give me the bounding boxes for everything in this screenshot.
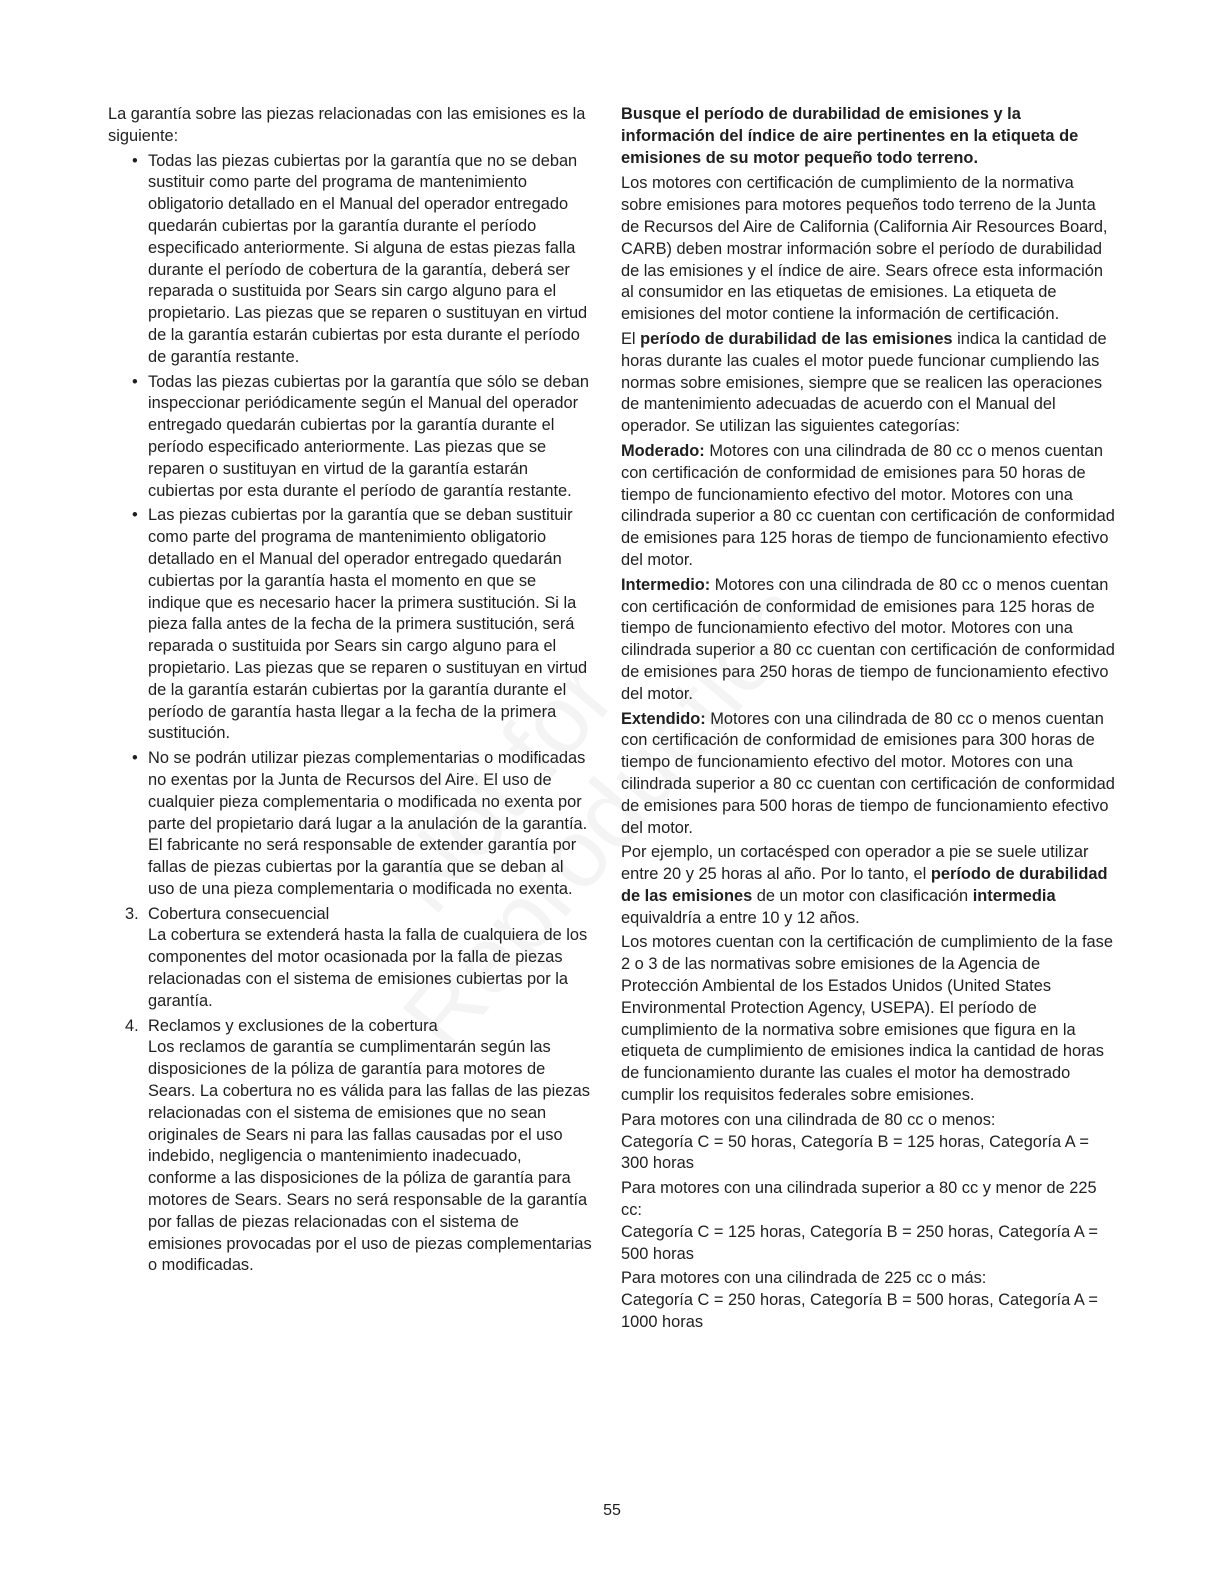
numbered-item-claims-exclusions [108,1016,592,1278]
displacement-group [621,1178,1117,1265]
category-label: Intermedio: [621,575,711,594]
section-heading: Busque el período de durabilidad de emisiones y la información del índice de aire pertinentes en la etiqueta de emisiones de su motor pequeño todo terreno. [621,105,1079,167]
warranty-bullet-list [108,151,592,901]
example-paragraph [621,842,1117,929]
text: El [621,329,641,348]
right-column [621,104,1117,1337]
text: indica la cantidad de horas durante las cuales el motor puede funcionar cumpliendo las normas sobre emisiones, siempre que se realicen las operaciones de mantenimiento adecuadas de acuerdo con el Manual del operador. Se utilizan las siguientes categorías: [621,329,1107,436]
item-body: La cobertura se extenderá hasta la falla de cualquiera de los componentes del motor ocasionada por la falla de piezas relacionadas con el sistema de emisiones cubiertas por la garantía. [148,926,588,1010]
item-body: Los reclamos de garantía se cumplimentarán según las disposiciones de la póliza de garantía para motores de Sears. La cobertura no es válida para las fallas de las piezas relacionadas con el sistema de emisiones que no sean originales de Sears ni para las fallas causadas por el uso indebido, negligencia o mantenimiento inadecuado, conforme a las disposiciones de la póliza de garantía para motores de Sears. Sears no será responsable de la garantía por fallas de piezas relacionadas con el sistema de emisiones provocadas por el uso de piezas complementarias o modificadas. [148,1038,592,1275]
carb-paragraph: Los motores con certificación de cumplimiento de la normativa sobre emisiones para motores pequeños todo terreno de la Junta de Recursos del Aire de California (California Air Resources Board, CARB) deben mostrar información sobre el período de durabilidad de las emisiones y el índice de aire. Sears ofrece esta información al consumidor en las etiquetas de emisiones. La etiqueta de emisiones del motor contiene la información de certificación. [621,174,1108,324]
bullet-item: • Todas las piezas cubiertas por la garantía que no se deban sustituir como parte del programa de mantenimiento obligatorio detallado en el Manual del operador entregado quedarán cubiertas por la garantía durante el período especificado anteriormente. Si alguna de estas piezas falla durante el período de cobertura de la garantía, deberá ser reparada o sustituida por Sears sin cargo alguno para el propietario. Las piezas que se reparen o sustituyan en virtud de la garantía estarán cubiertas por esta durante el período de garantía restante. [108,151,592,369]
bold-term: intermedia [972,886,1056,905]
bullet-item: • No se podrán utilizar piezas complementarias o modificadas no exentas por la Junta de Recursos del Aire. El uso de cualquier pieza complementaria o modificada no exenta por parte del propietario dará lugar a la anulación de la garantía. El fabricante no será responsable de extender garantía por fallas de piezas cubiertas por la garantía que se deban al uso de una pieza complementaria o modificada no exenta. [108,748,592,901]
page-number: 55 [603,1502,621,1519]
category-text: Motores con una cilindrada de 80 cc o menos cuentan con certificación de conformidad de emisiones para 125 horas de tiempo de funcionamiento efectivo del motor. Motores con una cilindrada superior a 80 cc cuentan con certificación de conformidad de emisiones para 250 horas de tiempo de funcionamiento efectivo del motor. [621,575,1115,703]
bold-term: período de durabilidad de las emisiones [640,329,953,348]
bullet-item: • Las piezas cubiertas por la garantía que se deban sustituir como parte del programa de mantenimiento obligatorio detallado en el Manual del operador entregado quedarán cubiertas por la garantía hasta el momento en que se indique que es necesario hacer la primera sustitución. Si la pieza falla antes de la fecha de la primera sustitución, será reparada o sustituida por Sears sin cargo alguno para el propietario. Las piezas que se reparen o sustituyan en virtud de la garantía estarán cubiertas por la garantía durante el período de garantía hasta llegar a la fecha de la primera sustitución. [108,505,592,745]
numbered-list [108,904,592,1278]
text: equivaldría a entre 10 y 12 años. [621,908,860,927]
group-intro: Para motores con una cilindrada superior a 80 cc y menor de 225 cc: [621,1179,1097,1220]
displacement-group [621,1268,1117,1333]
bullet-item: • Todas las piezas cubiertas por la garantía que sólo se deban inspeccionar periódicamente según el Manual del operador entregado quedarán cubiertas por la garantía durante el período especificado anteriormente. Las piezas que se reparen o sustituyan en virtud de la garantía estarán cubiertas por esta durante el período de garantía restante. [108,372,592,503]
item-title: Cobertura consecuencial [148,904,330,923]
group-values: Categoría C = 250 horas, Categoría B = 500 horas, Categoría A = 1000 horas [621,1291,1099,1332]
displacement-group [621,1110,1117,1175]
bold-term: período de durabilidad de las emisiones [621,865,1108,905]
category-moderado [621,441,1117,572]
group-intro: Para motores con una cilindrada de 225 cc o más: [621,1269,987,1288]
text: de un motor con clasificación [752,886,973,905]
durability-paragraph [621,329,1117,438]
group-values: Categoría C = 125 horas, Categoría B = 250 horas, Categoría A = 500 horas [621,1222,1099,1263]
item-number: 3. [125,904,139,923]
usepa-paragraph: Los motores cuentan con la certificación de cumplimiento de la fase 2 o 3 de las normativas sobre emisiones de la Agencia de Protección Ambiental de los Estados Unidos (United States Environmental Protection Agency, USEPA). El período de cumplimiento de la normativa sobre emisiones que figura en la etiqueta de cumplimiento de emisiones indica la cantidad de horas de funcionamiento durante las cuales el motor ha demostrado cumplir los requisitos federales sobre emisiones. [621,933,1113,1105]
category-extendido [621,709,1117,840]
item-title: Reclamos y exclusiones de la cobertura [148,1016,438,1035]
category-text: Motores con una cilindrada de 80 cc o menos cuentan con certificación de conformidad de emisiones para 300 horas de tiempo de funcionamiento efectivo del motor. Motores con una cilindrada superior a 80 cc cuentan con certificación de conformidad de emisiones para 500 horas de tiempo de funcionamiento efectivo del motor. [621,709,1115,837]
group-values: Categoría C = 50 horas, Categoría B = 125 horas, Categoría A = 300 horas [621,1132,1089,1173]
category-label: Extendido: [621,709,706,728]
category-text: Motores con una cilindrada de 80 cc o menos cuentan con certificación de conformidad de emisiones para 50 horas de tiempo de funcionamiento efectivo del motor. Motores con una cilindrada superior a 80 cc cuentan con certificación de conformidad de emisiones para 125 horas de tiempo de funcionamiento efectivo del motor. [621,441,1115,569]
group-intro: Para motores con una cilindrada de 80 cc o menos: [621,1110,996,1129]
numbered-item-consequential-coverage [108,904,592,1013]
item-number: 4. [125,1016,139,1035]
category-label: Moderado: [621,441,705,460]
left-column [108,104,592,1280]
category-intermedio [621,575,1117,706]
text: Por ejemplo, un cortacésped con operador a pie se suele utilizar entre 20 y 25 horas al año. Por lo tanto, el [621,843,1089,884]
warranty-intro: La garantía sobre las piezas relacionadas con las emisiones es la siguiente: [108,105,586,145]
